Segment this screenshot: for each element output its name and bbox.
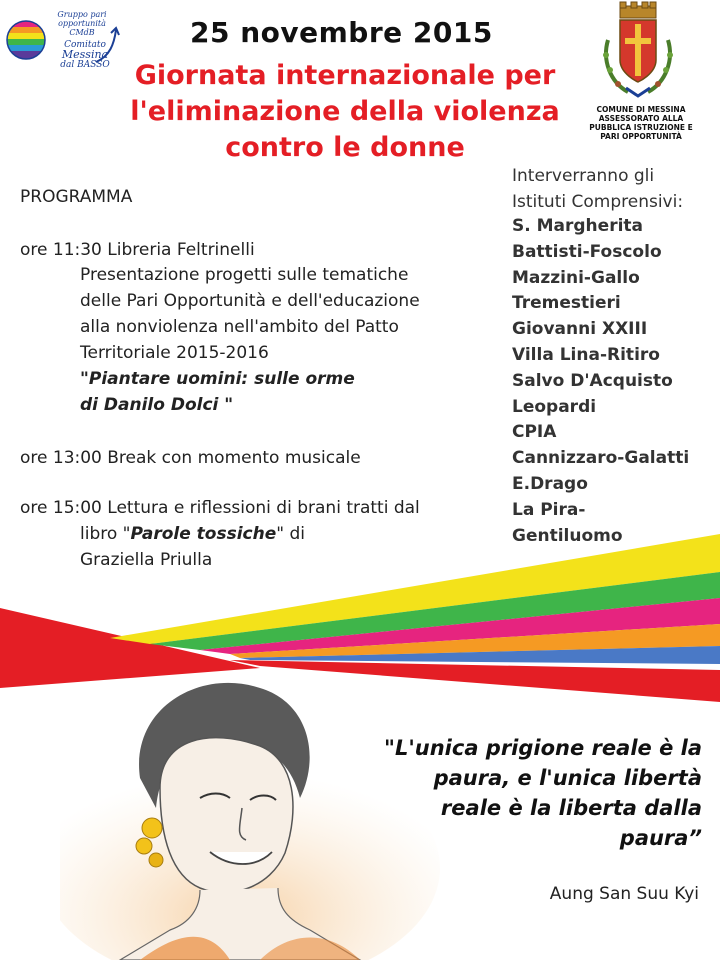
caption-line: COMUNE DI MESSINA [596,105,686,114]
event-1-project-title: "Piantare uomini: sulle orme [80,369,355,389]
school-item: Villa Lina-Ritiro [512,344,660,365]
quote-author: Aung San Suu Kyi [549,884,699,904]
caption-line: PUBBLICA ISTRUZIONE E [589,123,693,132]
school-item: Cannizzaro-Galatti [512,448,690,469]
school-item: Tremestieri [512,293,621,314]
logo-line: Gruppo pari [57,10,107,19]
event-1-desc: delle Pari Opportunità e dell'educazione [80,291,420,311]
school-item: Salvo D'Acquisto [512,370,673,391]
book-title: Parole tossiche [130,524,277,544]
logo-line: opportunità [58,19,106,28]
istituti-heading-line: Istituti Comprensivi: [512,192,684,212]
istituti-heading-line: Interverranno gli [512,166,655,186]
rainbow-globe-icon [4,18,48,62]
quote-line: reale è la liberta dalla [440,796,702,820]
event-1-desc: alla nonviolenza nell'ambito del Patto [80,317,399,337]
event-1-project-title: di Danilo Dolci " [80,395,234,415]
quote-line: paura, e l'unica libertà [433,766,702,790]
logo-line: CMdB [69,28,95,37]
event-3-text: " di [276,524,305,544]
school-item: E.Drago [512,473,588,494]
messina-coat-of-arms [598,0,678,100]
event-1-time: ore 11:30 Libreria Feltrinelli [20,240,255,260]
school-item: Giovanni XXIII [512,319,648,340]
event-3-author: Graziella Priulla [80,550,213,570]
comune-caption [566,105,716,141]
event-2-time: ore 13:00 Break con momento musicale [20,448,361,468]
programma-heading: PROGRAMMA [20,187,133,207]
logo-line: dal BASSO [60,60,110,70]
caption-line: ASSESSORATO ALLA [598,114,684,123]
event-1-desc: Presentazione progetti sulle tematiche [80,265,409,285]
school-item: Gentiluomo [512,525,623,546]
quote-line: paura” [619,826,702,850]
school-list [512,214,689,549]
caption-line: PARI OPPORTUNITÀ [600,132,682,141]
event-3-time: ore 15:00 Lettura e riflessioni di brani tratti dal [20,498,420,518]
title-line: l'eliminazione della violenza [130,96,560,127]
school-item: La Pira- [512,499,586,520]
school-item: Leopardi [512,396,597,417]
coat-of-arms-icon [598,0,678,100]
school-item: S. Margherita [512,216,644,236]
quote-text [320,733,702,853]
logo-line: Comitato [64,40,106,50]
title-line: contro le donne [225,132,465,163]
quote-line: "L'unica prigione reale è la [384,736,702,760]
event-3-text: libro " [80,524,131,544]
event-title [100,58,590,166]
istituti-heading [512,163,683,215]
school-item: Battisti-Foscolo [512,241,662,262]
logo-line: Messina [61,48,109,61]
school-item: CPIA [512,422,557,443]
school-item: Mazzini-Gallo [512,267,640,288]
event-date: 25 novembre 2015 [190,16,493,49]
title-line: Giornata internazionale per [134,60,556,91]
event-1-desc: Territoriale 2015-2016 [80,343,269,363]
